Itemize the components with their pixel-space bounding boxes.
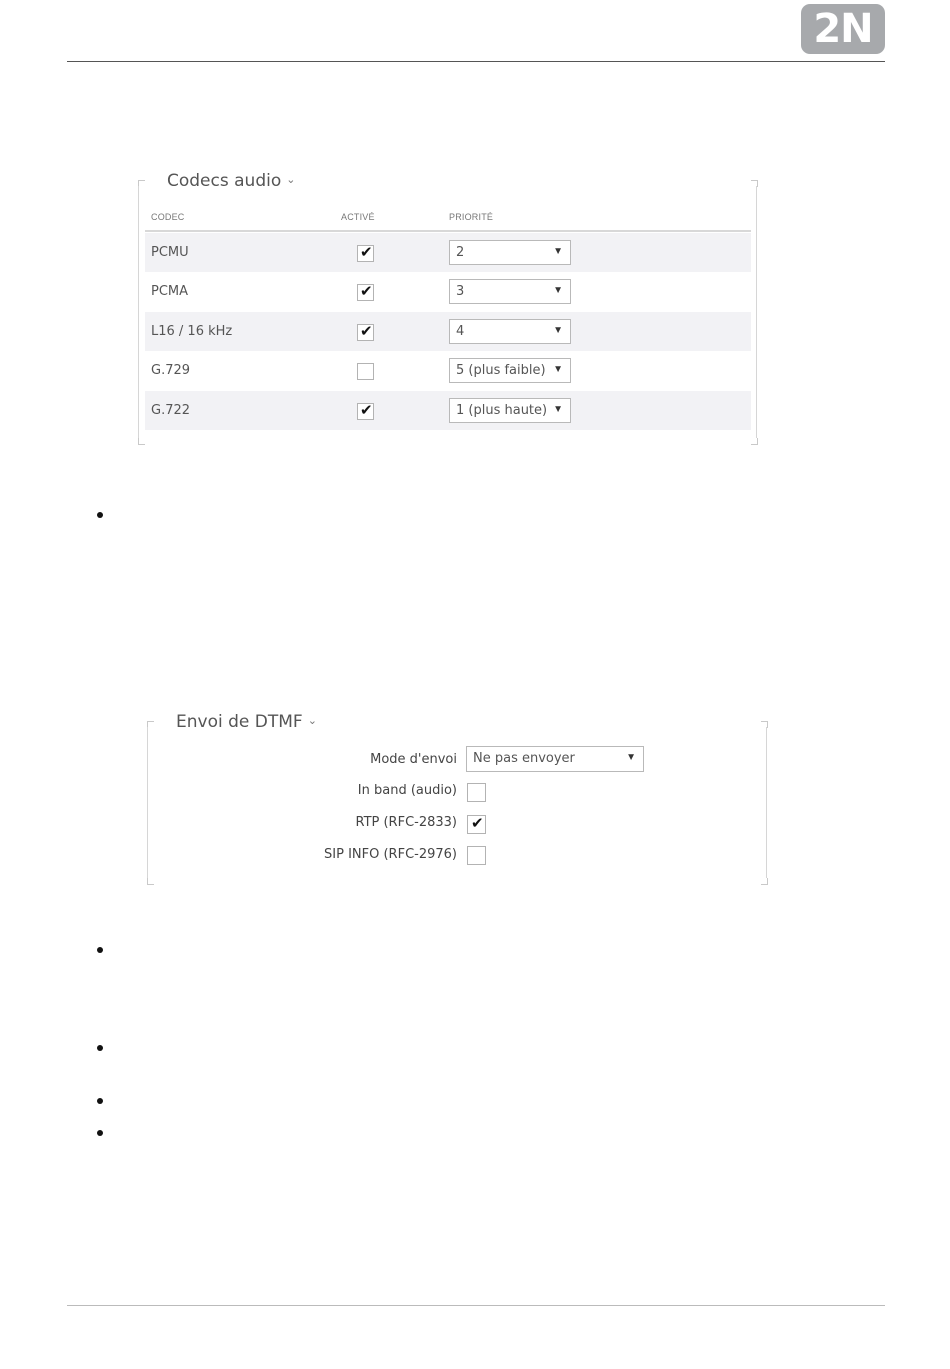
- codecs-panel-title[interactable]: [167, 171, 295, 191]
- dtmf-panel-title[interactable]: [176, 712, 317, 732]
- checkmark-icon: ✔: [471, 814, 484, 832]
- dropdown-arrow-icon: ▼: [553, 364, 563, 375]
- priority-value: 1 (plus haute): [456, 403, 548, 418]
- logo-text: 2N: [813, 6, 873, 52]
- column-header-priority: PRIORITÉ: [449, 212, 494, 222]
- rtp-label: RTP (RFC-2833): [355, 815, 457, 830]
- sip-info-checkbox[interactable]: [467, 846, 486, 865]
- priority-value: 5 (plus faible): [456, 363, 546, 378]
- column-header-active: ACTIVÉ: [341, 212, 375, 222]
- dropdown-arrow-icon: ▼: [626, 752, 636, 763]
- panel-corner: [138, 438, 145, 445]
- column-header-codec: CODEC: [151, 212, 185, 222]
- chevron-down-icon: ⌄: [307, 714, 317, 727]
- list-bullet: [97, 1045, 103, 1051]
- priority-select[interactable]: [449, 398, 571, 423]
- codec-name: G.729: [151, 363, 191, 378]
- codec-active-checkbox[interactable]: [357, 245, 374, 262]
- dtmf-mode-select[interactable]: [466, 746, 644, 772]
- dropdown-arrow-icon: ▼: [553, 325, 563, 336]
- table-row: [145, 312, 751, 351]
- header-divider: [67, 61, 885, 62]
- dropdown-arrow-icon: ▼: [553, 404, 563, 415]
- codec-name: PCMU: [151, 245, 189, 260]
- checkmark-icon: ✔: [360, 322, 373, 340]
- table-row: [145, 391, 751, 430]
- panel-border: [138, 186, 139, 438]
- codec-active-checkbox[interactable]: [357, 403, 374, 420]
- priority-select[interactable]: [449, 319, 571, 344]
- panel-corner: [751, 438, 758, 445]
- brand-logo: [801, 4, 885, 54]
- list-bullet: [97, 1098, 103, 1104]
- codec-active-checkbox[interactable]: [357, 363, 374, 380]
- dtmf-title-text: Envoi de DTMF: [176, 712, 303, 732]
- inband-label: In band (audio): [357, 783, 457, 798]
- table-row: [145, 351, 751, 390]
- checkmark-icon: ✔: [360, 282, 373, 300]
- dropdown-arrow-icon: ▼: [553, 285, 563, 296]
- panel-corner: [761, 878, 768, 885]
- table-row: [145, 233, 751, 272]
- panel-border: [766, 727, 767, 878]
- table-header-divider: [145, 230, 751, 232]
- priority-select[interactable]: [449, 279, 571, 304]
- panel-border: [147, 727, 148, 878]
- codec-active-checkbox[interactable]: [357, 284, 374, 301]
- chevron-down-icon: ⌄: [286, 173, 296, 186]
- priority-value: 2: [456, 245, 465, 260]
- codec-active-checkbox[interactable]: [357, 324, 374, 341]
- panel-corner: [147, 721, 154, 728]
- inband-checkbox[interactable]: [467, 783, 486, 802]
- checkmark-icon: ✔: [360, 243, 373, 261]
- codec-name: L16 / 16 kHz: [151, 324, 233, 339]
- list-bullet: [97, 947, 103, 953]
- rtp-checkbox[interactable]: [467, 815, 486, 834]
- mode-label: Mode d'envoi: [370, 752, 457, 767]
- panel-corner: [147, 878, 154, 885]
- codec-name: G.722: [151, 403, 191, 418]
- priority-value: 3: [456, 284, 465, 299]
- codecs-title-text: Codecs audio: [167, 171, 282, 191]
- footer-divider: [67, 1305, 885, 1306]
- dropdown-arrow-icon: ▼: [553, 246, 563, 257]
- priority-select[interactable]: [449, 240, 571, 265]
- panel-corner: [138, 180, 145, 187]
- codec-name: PCMA: [151, 284, 189, 299]
- panel-border: [756, 186, 757, 438]
- dtmf-mode-value: Ne pas envoyer: [473, 751, 575, 766]
- sip-info-label: SIP INFO (RFC-2976): [324, 847, 457, 862]
- checkmark-icon: ✔: [360, 401, 373, 419]
- priority-value: 4: [456, 324, 465, 339]
- priority-select[interactable]: [449, 358, 571, 383]
- table-row: [145, 272, 751, 311]
- list-bullet: [97, 512, 103, 518]
- list-bullet: [97, 1130, 103, 1136]
